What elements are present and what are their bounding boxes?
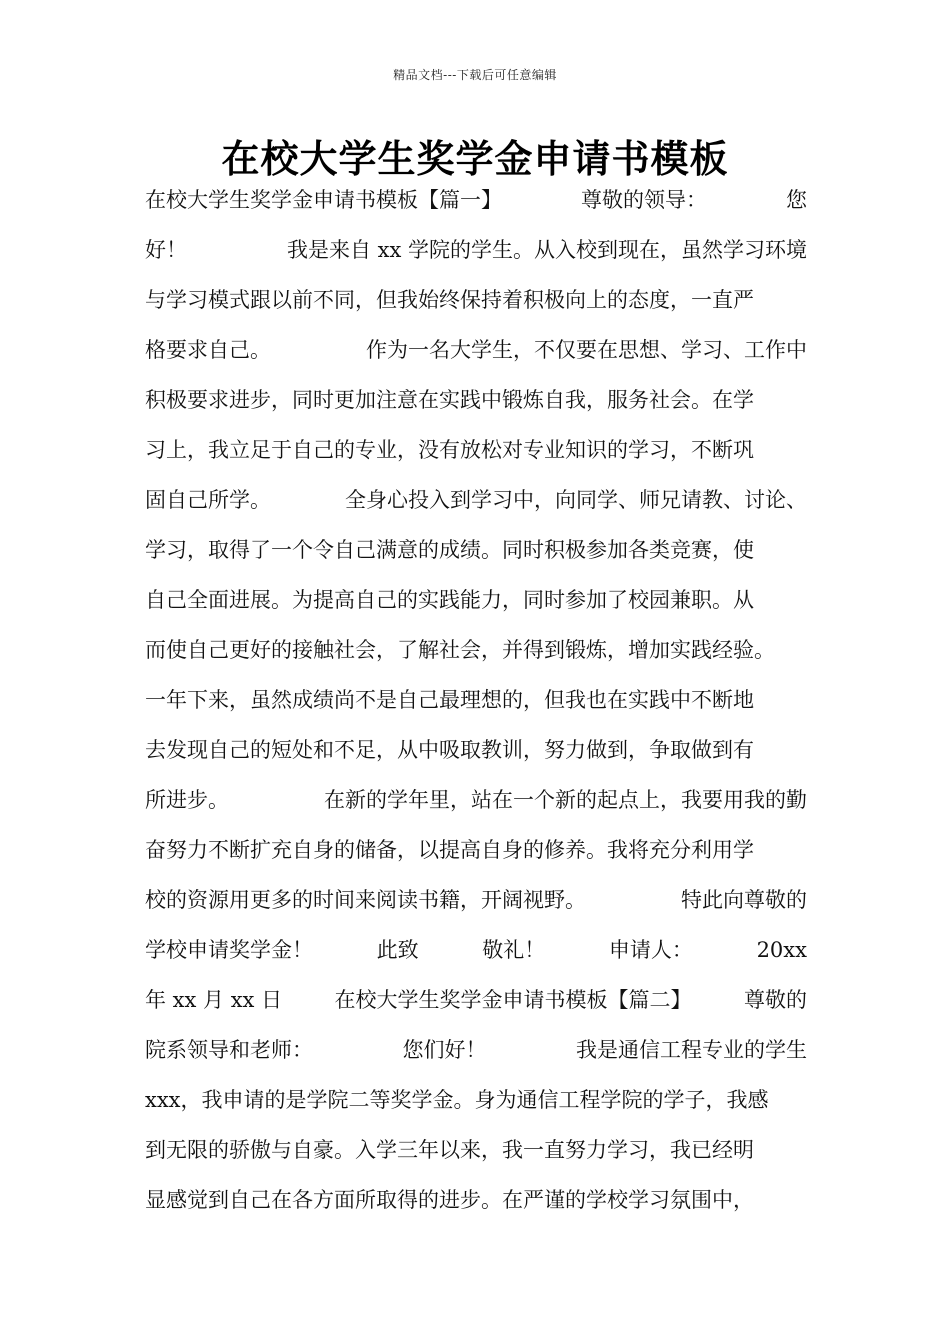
text-line	[145, 675, 807, 725]
text-line	[145, 1175, 807, 1225]
text-segment: 20xx	[756, 938, 807, 962]
text-segment: 学校申请奖学金！	[145, 938, 313, 962]
text-line	[145, 575, 807, 625]
text-segment: 积极要求进步，同时更加注意在实践中锻炼自我，服务社会。在学	[145, 388, 754, 412]
text-segment: 您们好！	[402, 1038, 487, 1062]
text-segment: 申请人：	[608, 938, 693, 962]
text-segment: 我是来自 xx 学院的学生。从入校到现在，虽然学习环境	[286, 238, 807, 262]
text-line	[145, 225, 807, 275]
text-segment: 显感觉到自己在各方面所取得的进步。在严谨的学校学习氛围中，	[145, 1188, 754, 1212]
text-segment: 我是通信工程专业的学生	[576, 1038, 807, 1062]
text-segment: 去发现自己的短处和不足，从中吸取教训，努力做到，争取做到有	[145, 738, 754, 762]
text-segment: 在校大学生奖学金申请书模板【篇一】	[145, 188, 502, 212]
text-segment: 奋努力不断扩充自身的储备，以提高自身的修养。我将充分利用学	[145, 838, 754, 862]
text-line	[145, 925, 807, 975]
text-line	[145, 875, 807, 925]
text-segment: 此致	[376, 938, 419, 962]
text-segment: 到无限的骄傲与自豪。入学三年以来，我一直努力学习，我已经明	[145, 1138, 754, 1162]
text-line	[145, 625, 807, 675]
text-segment: 年 xx 月 xx 日	[145, 988, 283, 1012]
text-segment: 尊敬的领导：	[581, 188, 707, 212]
text-segment: 一年下来，虽然成绩尚不是自己最理想的，但我也在实践中不断地	[145, 688, 754, 712]
text-segment: 而使自己更好的接触社会，了解社会，并得到锻炼，增加实践经验。	[145, 638, 775, 662]
text-line	[145, 375, 807, 425]
text-segment: 全身心投入到学习中，向同学、师兄请教、讨论、	[345, 488, 807, 512]
text-line	[145, 275, 807, 325]
text-line	[145, 1075, 807, 1125]
header-note: 精品文档---下载后可任意编辑	[393, 68, 557, 82]
text-segment: 在新的学年里，站在一个新的起点上，我要用我的勤	[324, 788, 807, 812]
text-line	[145, 325, 807, 375]
text-segment: 特此向尊敬的	[681, 888, 807, 912]
document-body	[145, 175, 807, 1225]
text-line	[145, 825, 807, 875]
text-segment: 在校大学生奖学金申请书模板【篇二】	[334, 988, 692, 1012]
text-segment: 校的资源用更多的时间来阅读书籍，开阔视野。	[145, 888, 586, 912]
document-title: 在校大学生奖学金申请书模板	[221, 137, 729, 181]
text-line	[145, 775, 807, 825]
text-segment: 学习，取得了一个令自己满意的成绩。同时积极参加各类竞赛，使	[145, 538, 754, 562]
text-segment: xxx，我申请的是学院二等奖学金。身为通信工程学院的学子，我感	[145, 1088, 769, 1112]
text-segment: 与学习模式跟以前不同，但我始终保持着积极向上的态度，一直严	[145, 288, 754, 312]
text-segment: 好！	[145, 238, 187, 262]
text-line	[145, 1025, 807, 1075]
text-segment: 格要求自己。	[145, 338, 271, 362]
text-line	[145, 475, 807, 525]
text-line	[145, 525, 807, 575]
text-segment: 习上，我立足于自己的专业，没有放松对专业知识的学习，不断巩	[145, 438, 754, 462]
text-line	[145, 1125, 807, 1175]
text-line	[145, 425, 807, 475]
text-segment: 您	[786, 188, 807, 212]
text-segment: 所进步。	[145, 788, 229, 812]
text-line	[145, 175, 807, 225]
text-line	[145, 725, 807, 775]
text-segment: 尊敬的	[743, 988, 807, 1012]
text-segment: 敬礼！	[482, 938, 546, 962]
text-segment: 自己全面进展。为提高自己的实践能力，同时参加了校园兼职。从	[145, 588, 754, 612]
text-line	[145, 975, 807, 1025]
text-segment: 作为一名大学生，不仅要在思想、学习、工作中	[366, 338, 807, 362]
text-segment: 院系领导和老师：	[145, 1038, 313, 1062]
text-segment: 固自己所学。	[145, 488, 271, 512]
